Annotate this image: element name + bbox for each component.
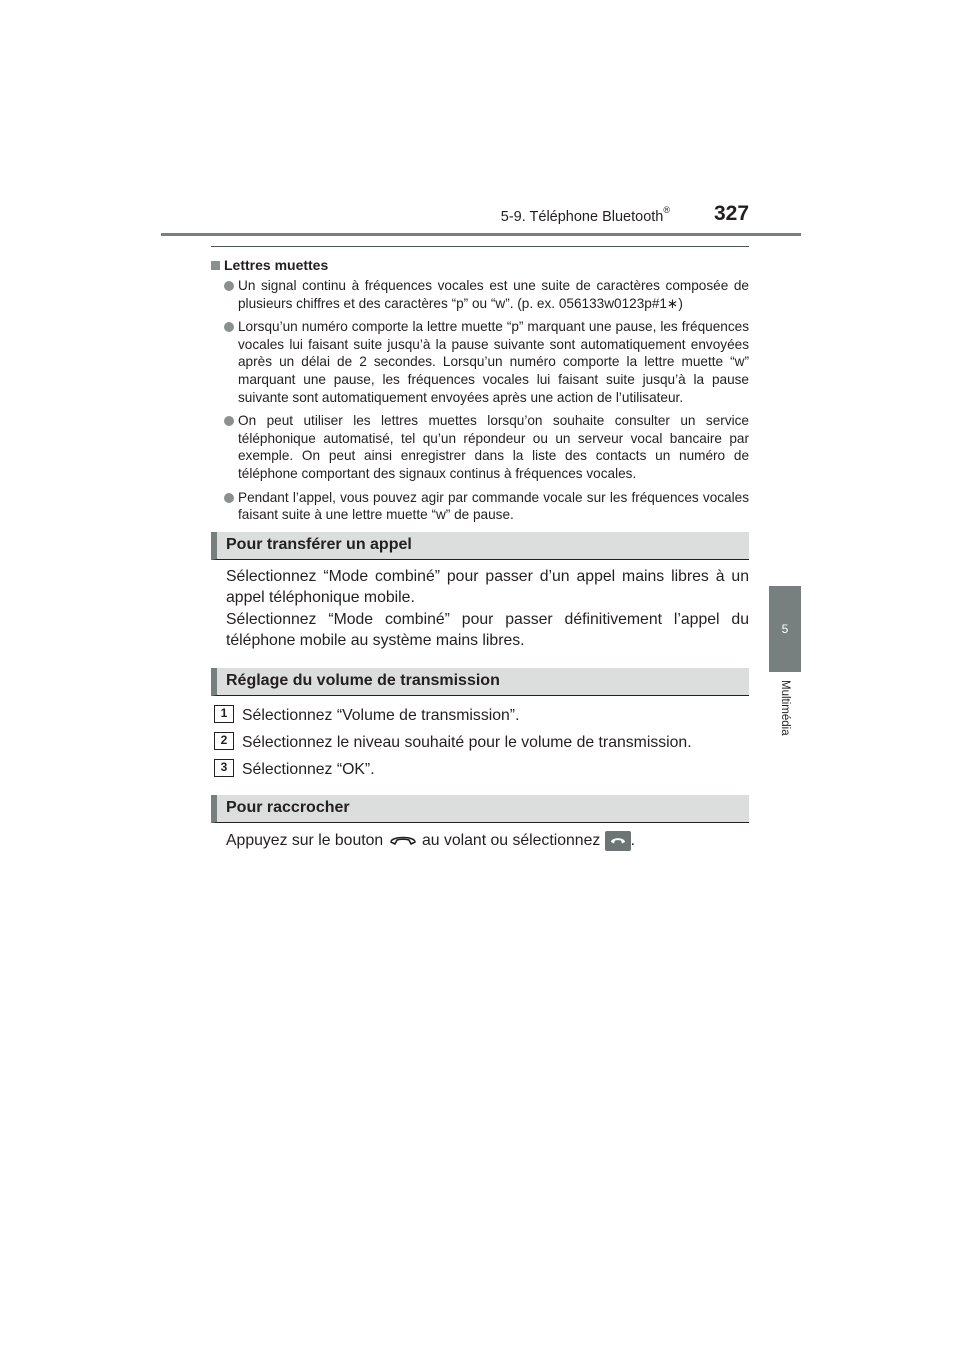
list-item-text: Lorsqu’un numéro comporte la lettre muette “p” marquant une pause, les fréquences vocales lui faisant suite jusqu’à la pause suivante sont automatiquement envoyées après un délai de 2 secondes. Lorsqu’un numéro comporte la lettre muette “w” marquant une pause, les fréquences vocales lui faisant suite jusqu’à la pause suivante sont automatiquement envoyées après une action de l’utilisateur. (238, 319, 749, 405)
content-top-rule (211, 246, 749, 247)
hangup-section-heading: Pour raccrocher (211, 795, 749, 823)
list-item-text: Pendant l’appel, vous pouvez agir par commande vocale sur les fréquences vocales faisant suite à une lettre muette “w” de pause. (238, 489, 749, 523)
step-text: Sélectionnez “OK”. (242, 760, 375, 778)
step-item (211, 759, 749, 780)
transfer-section-heading: Pour transférer un appel (211, 532, 749, 560)
page-number: 327 (714, 202, 750, 225)
phone-hangup-button-icon (605, 831, 631, 851)
list-item (211, 489, 749, 524)
step-text: Sélectionnez le niveau souhaité pour le volume de transmission. (242, 733, 692, 751)
list-item (211, 277, 749, 312)
phone-hangup-icon (388, 833, 418, 849)
chapter-tab (769, 586, 801, 672)
hangup-text-before: Appuyez sur le bouton (226, 831, 384, 849)
chapter-number: 5 (781, 622, 789, 636)
letters-heading (211, 255, 749, 275)
transfer-paragraph: Sélectionnez “Mode combiné” pour passer définitivement l’appel du téléphone mobile au système mains libres. (226, 610, 749, 650)
letters-heading-text: Lettres muettes (224, 257, 329, 273)
bullet-dot-icon (224, 493, 234, 503)
square-bullet-icon (211, 261, 220, 270)
step-item (211, 732, 749, 753)
step-number: 1 (214, 705, 234, 723)
step-number: 3 (214, 759, 234, 777)
header-rule (161, 233, 801, 236)
page-content (211, 246, 749, 851)
chapter-label (770, 680, 800, 750)
header-section-title (501, 207, 670, 225)
section-name: 5-9. Téléphone Bluetooth (500, 208, 664, 225)
bullet-dot-icon (224, 281, 234, 291)
trademark-symbol: ® (663, 205, 670, 215)
step-text: Sélectionnez “Volume de transmission”. (242, 706, 520, 724)
hangup-paragraph (211, 830, 749, 852)
bullet-dot-icon (224, 322, 234, 332)
step-number: 2 (214, 732, 234, 750)
hangup-text-after: . (630, 831, 636, 849)
step-item (211, 705, 749, 726)
chapter-label-text: Multimédia (779, 680, 791, 736)
transfer-paragraph: Sélectionnez “Mode combiné” pour passer d’un appel mains libres à un appel téléphonique mobile. (226, 567, 749, 607)
hangup-text-middle: au volant ou sélectionnez (421, 831, 601, 849)
bullet-dot-icon (224, 416, 234, 426)
list-item-text: Un signal continu à fréquences vocales est une suite de caractères composée de plusieurs chiffres et des caractères “p” ou “w”. (p. ex. 056133w0123p#1∗) (238, 278, 749, 311)
list-item-text: On peut utiliser les lettres muettes lorsqu’on souhaite consulter un service téléphonique automatisé, tel qu’un répondeur ou un serveur vocal bancaire par exemple. On peut ainsi enregistrer dans la liste des contacts un numéro de téléphone comportant des signaux continus à fréquences vocales. (238, 413, 749, 481)
list-item (211, 412, 749, 482)
list-item (211, 318, 749, 406)
volume-section-heading: Réglage du volume de transmission (211, 668, 749, 696)
